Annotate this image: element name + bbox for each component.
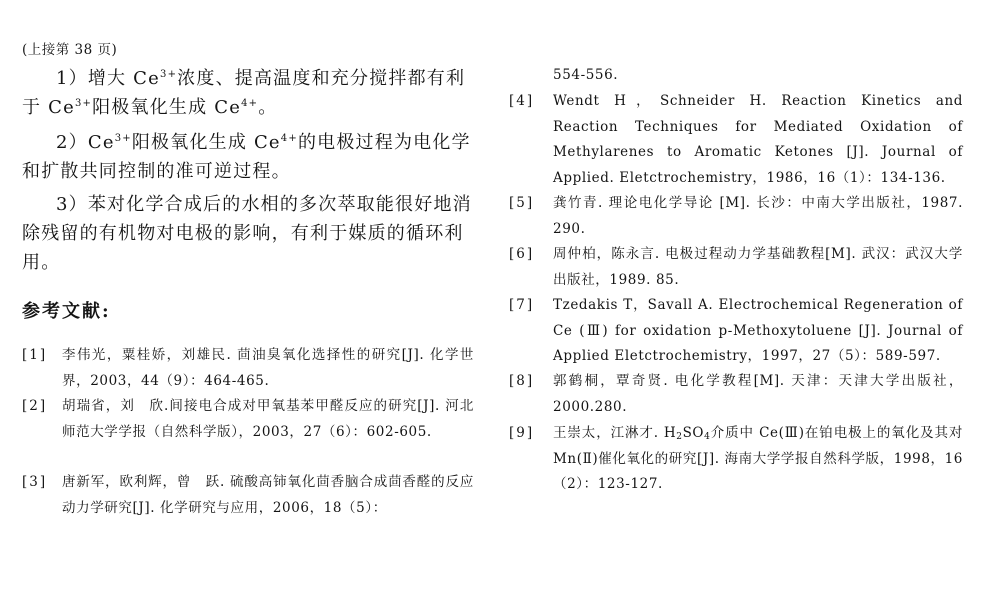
conclusion-3: 3）苯对化学合成后的水相的多次萃取能很好地消除残留的有机物对电极的影响，有利于媒质的循环利用。 xyxy=(22,194,472,273)
reference-number: [7] xyxy=(509,297,535,313)
references-heading: 参考文献: xyxy=(22,301,111,322)
reference-text: 龚竹青. 理论电化学导论 [M]. 长沙：中南大学出版社，1987. 290. xyxy=(553,195,963,237)
reference-number: [4] xyxy=(509,93,535,109)
reference-text: 王崇太，江淋才. $H_2SO_4$介质中 Ce(Ⅲ)在铂电极上的氧化及其对 Mn(Ⅱ)催化氧化的研究[J]. 海南大学学报自然科学版，1998，16（2）：123-127. xyxy=(553,425,963,492)
reference-number: [5] xyxy=(509,195,535,211)
reference-text: Tzedakis T，Savall A. Electrochemical Regeneration of Ce (Ⅲ) for oxidation p-Methoxytoluene [J]. Journal of Applied Eletctrochemistry，1997，27（5）：589-597. xyxy=(553,297,963,364)
reference-text: 唐新军，欧利辉，曾 跃. 硫酸高铈氧化茴香脑合成茴香醛的反应动力学研究[J]. 化学研究与应用，2006，18（5）： xyxy=(62,474,474,516)
reference-text: 郭鹤桐，覃奇贤. 电化学教程[M]. 天津：天津大学出版社，2000.280. xyxy=(553,373,963,415)
conclusion-label: 3） xyxy=(56,194,88,215)
reference-number: [8] xyxy=(509,373,535,389)
conclusion-label: 1） xyxy=(56,68,88,89)
reference-number: [2] xyxy=(22,398,48,414)
reference-text: 胡瑞省，刘 欣.间接电合成对甲氧基苯甲醛反应的研究[J]. 河北师范大学学报（自然科学版），2003，27（6）：602-605. xyxy=(62,398,474,440)
reference-number: [1] xyxy=(22,347,48,363)
reference-3-continuation: 554-556. xyxy=(553,67,619,83)
conclusion-2: $2)Ce^{3+}$阳极氧化生成 $Ce^{4+}$的电极过程为电化学和扩散共同控制的准可逆过程。 xyxy=(22,132,471,182)
conclusion-1: 1）增大 $Ce^{3+}$浓度、提高温度和充分搅拌都有利于 $Ce^{3+}$阳极氧化生成 $Ce^{4+}$。 xyxy=(22,68,466,118)
reference-text: 周仲柏，陈永言. 电极过程动力学基础教程[M]. 武汉：武汉大学出版社，1989. 85. xyxy=(553,246,963,288)
continued-from-note: (上接第 38 页) xyxy=(22,42,118,58)
reference-number: [3] xyxy=(22,474,48,490)
conclusion-label: 2） xyxy=(56,132,88,153)
reference-text: Wendt H，Schneider H. Reaction Kinetics and Reaction Techniques for Mediated Oxidation of Methylarenes to Aromatic Ketones [J]. Journal of Applied. Eletctrochemistry，1986，16（1）：134-136. xyxy=(553,93,963,186)
reference-number: [6] xyxy=(509,246,535,262)
reference-text: 李伟光，粟桂娇，刘雄民. 茴油臭氧化选择性的研究[J]. 化学世界，2003，44（9）：464-465. xyxy=(62,347,474,389)
reference-number: [9] xyxy=(509,425,535,441)
